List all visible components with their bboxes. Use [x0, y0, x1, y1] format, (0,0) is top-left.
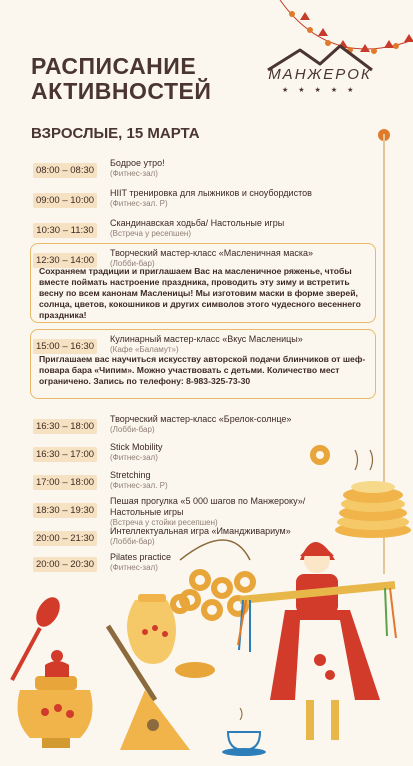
teacup-icon — [222, 708, 266, 756]
activity-description: Сохраняем традиции и приглашаем Вас на масленичное ряженье, чтобы вместе поймать настроение праздника, проводить эту зиму и встретить весну по всем канонам Масленицы! Мы изготовим маски в форме зверей, солнца, цветов, кокошников и других символов этого чудесного весеннего праздника! — [39, 266, 361, 320]
time-badge: 20:00 – 20:30 — [33, 557, 97, 572]
activity-title: Интеллектуальная игра «Имандживариум» — [110, 526, 291, 536]
activity-place: (Лобби-бар) — [110, 259, 155, 268]
time-badge: 17:00 – 18:00 — [33, 475, 97, 490]
activity-place: (Фитнес-зал) — [110, 453, 158, 462]
pancakes-icon — [335, 450, 411, 538]
time-badge: 16:30 – 17:00 — [33, 447, 97, 462]
time-badge: 16:30 – 18:00 — [33, 419, 97, 434]
bread-icon — [175, 662, 215, 678]
activity-place: (Фитнес-зал. Р) — [110, 481, 168, 490]
time-badge: 18:30 – 19:30 — [33, 503, 97, 518]
activity-title: Бодрое утро! — [110, 158, 165, 168]
activity-place: (Фитнес-зал. Р) — [110, 199, 168, 208]
section-heading: ВЗРОСЛЫЕ, 15 МАРТА — [31, 125, 200, 142]
logo-text: МАНЖЕРОК — [268, 66, 372, 83]
time-badge: 09:00 – 10:00 — [33, 193, 97, 208]
time-badge: 08:00 – 08:30 — [33, 163, 97, 178]
maslenitsa-doll-icon — [238, 542, 396, 740]
activity-place: (Встреча у ресепшен) — [110, 229, 191, 238]
samovar-icon — [18, 650, 93, 748]
activity-title: Пешая прогулка «5 000 шагов по Манжероку»/ Настольные игры — [110, 496, 306, 517]
jug-icon — [127, 594, 176, 664]
activity-title: HIIT тренировка для лыжников и сноубордистов — [110, 188, 312, 198]
activity-title: Скандинавская ходьба/ Настольные игры — [110, 218, 285, 228]
title-line-2: АКТИВНОСТЕЙ — [31, 78, 212, 104]
logo-stars: ★★★★★ — [282, 87, 364, 94]
activity-title: Творческий мастер-класс «Брелок-солнце» — [110, 414, 292, 424]
activity-place: (Фитнес-зал) — [110, 169, 158, 178]
activity-title: Pilates practice — [110, 552, 172, 562]
activity-title: Творческий мастер-класс «Масленичная маска» — [110, 248, 314, 258]
activity-place: (Лобби-бар) — [110, 425, 155, 434]
activity-title: Stretching — [110, 470, 151, 480]
title-line-1: РАСПИСАНИЕ — [31, 53, 197, 79]
time-badge: 10:30 – 11:30 — [33, 223, 97, 238]
activity-title: Кулинарный мастер-класс «Вкус Масленицы» — [110, 334, 303, 344]
activity-title: Stick Mobility — [110, 442, 163, 452]
activity-place: (Лобби-бар) — [110, 537, 155, 546]
activity-place: (Встреча у стойки ресепшен) — [110, 518, 218, 527]
time-badge: 20:00 – 21:30 — [33, 531, 97, 546]
time-badge: 12:30 – 14:00 — [33, 253, 97, 268]
activity-place: (Кафе «Баламут») — [110, 345, 179, 354]
time-badge: 15:00 – 16:30 — [33, 339, 97, 354]
activity-place: (Фитнес-зал) — [110, 563, 158, 572]
activity-description: Приглашаем вас научиться искусству авторской подачи блинчиков от шеф-повара бара «Чипим». Можно участвовать с детьми. Количество мест ограничено. Запись по телефону: 8-983-325-73-30 — [39, 354, 366, 386]
